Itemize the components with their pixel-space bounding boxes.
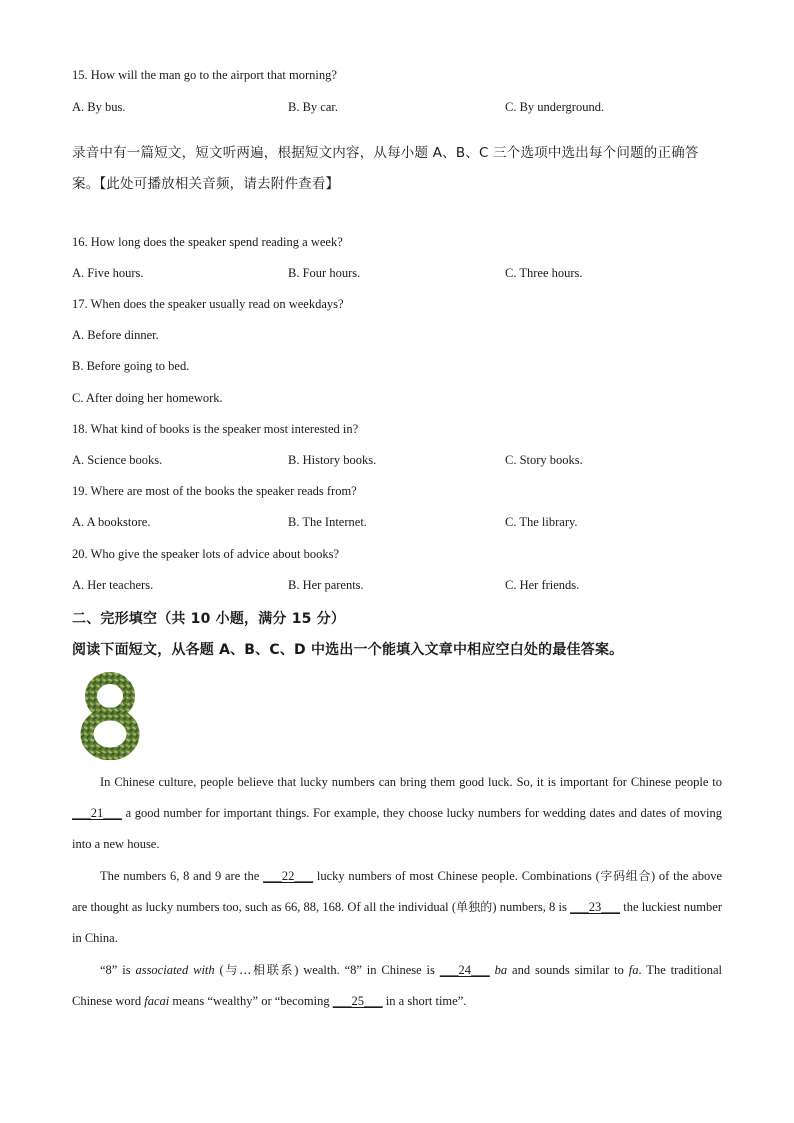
passage-text: lucky numbers of most Chinese people. Combinations ( [313,869,600,883]
passage-text: the luckiest number in China. [72,900,722,945]
blank-23[interactable]: ___23___ [570,900,621,914]
question-17: 17. When does the speaker usually read on weekdays? [72,297,344,311]
q19-option-c: C. The library. [505,515,578,529]
italic-term: associated with [135,963,215,977]
q16-option-c: C. Three hours. [505,266,583,280]
q16-option-a: A. Five hours. [72,266,144,280]
passage-paragraph-3 [72,955,722,1017]
blank-22[interactable]: ___22___ [263,869,314,883]
chinese-gloss: 字码组合 [599,869,651,883]
q15-option-a: A. By bus. [72,100,126,114]
passage-paragraph-2 [72,861,722,954]
q17-option-b: B. Before going to bed. [72,359,190,373]
q20-option-c: C. Her friends. [505,578,580,592]
italic-term: facai [144,994,170,1008]
passage-text: a good number for important things. For example, they choose lucky numbers for wedding dates and dates of moving into a new house. [72,806,722,851]
q20-option-b: B. Her parents. [288,578,364,592]
passage-text: ) numbers, 8 is [492,900,571,914]
passage-text: ) of the above are thought as lucky numbers too, such as 66, 88, 168. Of all the individual ( [72,869,722,914]
section-intro-line1: 录音中有一篇短文，短文听两遍，根据短文内容，从每小题 A、B、C 三个选项中选出每个问题的正确答 [72,145,699,161]
passage-text: The numbers 6, 8 and 9 are the [100,869,264,883]
q19-option-b: B. The Internet. [288,515,367,529]
chinese-gloss: 单独的 [456,900,493,914]
question-15: 15. How will the man go to the airport that morning? [72,68,337,82]
q15-option-c: C. By underground. [505,100,605,114]
passage-text: and sounds similar to [507,963,629,977]
passage-text: . The traditional Chinese word [72,963,722,1008]
q20-option-a: A. Her teachers. [72,578,154,592]
italic-term: ba [494,963,508,977]
part2-instruction: 阅读下面短文，从各题 A、B、C、D 中选出一个能填入文章中相应空白处的最佳答案。 [72,642,624,658]
q18-option-a: A. Science books. [72,453,163,467]
q19-option-a: A. A bookstore. [72,515,151,529]
blank-21[interactable]: ___21___ [72,806,122,820]
q18-option-c: C. Story books. [505,453,583,467]
passage-text: means “wealthy” or “becoming [169,994,333,1008]
question-19: 19. Where are most of the books the speaker reads from? [72,484,357,498]
blank-25[interactable]: ___25___ [332,994,383,1008]
q18-option-b: B. History books. [288,453,377,467]
question-18: 18. What kind of books is the speaker most interested in? [72,422,359,436]
q17-option-a: A. Before dinner. [72,328,159,342]
part2-heading: 二、完形填空（共 10 小题，满分 15 分） [72,611,346,627]
passage-text: ( [214,963,224,977]
q16-option-b: B. Four hours. [288,266,361,280]
leafy-number-eight-image [78,672,142,760]
q17-option-c: C. After doing her homework. [72,391,223,405]
passage-text: in a short time”. [382,994,467,1008]
passage-paragraph-1 [72,767,722,860]
chinese-gloss: 与…相联系 [223,963,295,977]
q15-option-b: B. By car. [288,100,338,114]
passage-text: In Chinese culture, people believe that lucky numbers can bring them good luck. So, it is important for Chinese people to [100,775,722,789]
passage-text: “8” is [100,963,136,977]
italic-term: fa [628,963,639,977]
passage-text: ) wealth. “8” in Chinese is [294,963,440,977]
section-intro-line2: 案。【此处可播放相关音频，请去附件查看】 [72,176,340,192]
blank-24[interactable]: ___24___ [439,963,490,977]
question-20: 20. Who give the speaker lots of advice about books? [72,547,340,561]
question-16: 16. How long does the speaker spend reading a week? [72,235,343,249]
